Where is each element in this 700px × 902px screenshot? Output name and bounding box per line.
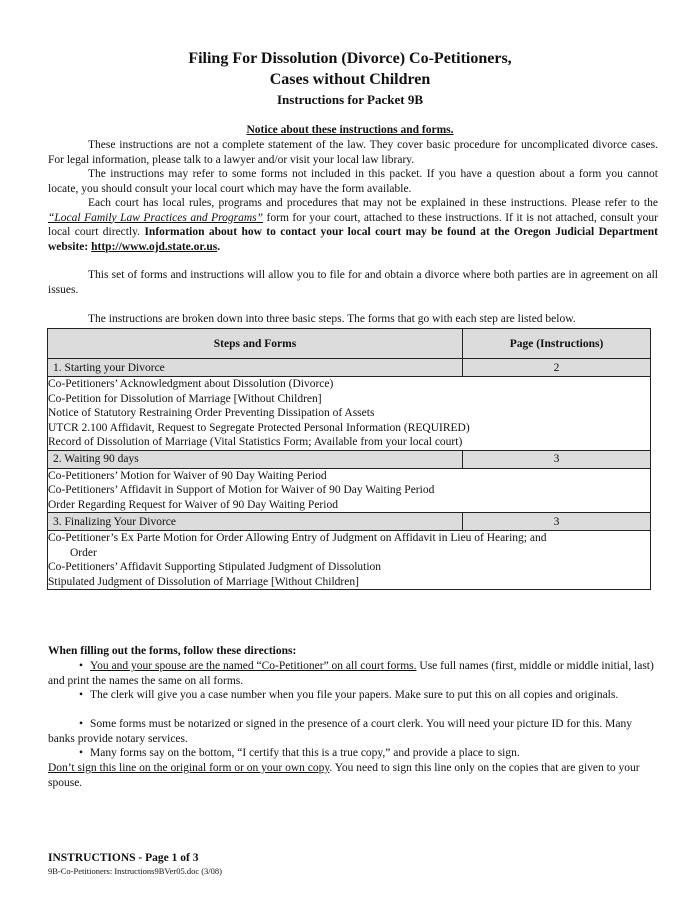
form-item: Notice of Statutory Restraining Order Preventing Dissipation of Assets: [48, 407, 375, 419]
form-item: Co-Petition for Dissolution of Marriage [Without Children]: [48, 392, 322, 405]
table-header-row: [48, 329, 651, 359]
steps-and-forms-table: [47, 328, 651, 590]
form-item: Co-Petitioners’ Affidavit Supporting Stipulated Judgment of Dissolution: [48, 561, 382, 573]
direction-note: Don’t sign this line on the original form or on your own copy. You need to sign this line only on the copies that are given to your spouse.: [48, 762, 640, 789]
step-row-1: [48, 359, 651, 377]
bullet-icon: •: [78, 689, 84, 701]
step-page: 3: [463, 513, 651, 531]
step-name: 3. Finalizing Your Divorce: [48, 513, 463, 531]
column-header-steps: Steps and Forms: [48, 329, 463, 359]
form-item: UTCR 2.100 Affidavit, Request to Segregate Protected Personal Information (REQUIRED): [48, 421, 470, 434]
ojd-website-link[interactable]: http://www.ojd.state.or.us: [91, 240, 218, 253]
notice-heading: Notice about these instructions and forms.: [246, 124, 454, 136]
step-forms-row-2: [48, 468, 651, 513]
document-title: Filing For Dissolution (Divorce) Co-Petitioners,: [188, 50, 512, 67]
direction-item-2: • The clerk will give you a case number when you file your papers. Make sure to put this on all copies and originals.: [48, 688, 658, 703]
local-practices-form-ref: “Local Family Law Practices and Programs”: [48, 211, 264, 224]
form-item: Stipulated Judgment of Dissolution of Marriage [Without Children]: [48, 575, 359, 588]
document-subtitle: Instructions for Packet 9B: [276, 92, 423, 107]
directions-heading: When filling out the forms, follow these directions:: [48, 645, 297, 657]
step-row-2: [48, 450, 651, 468]
notice-paragraph-4: This set of forms and instructions will allow you to file for and obtain a divorce where both parties are in agreement on all issues.: [48, 269, 658, 296]
bullet-icon: •: [78, 660, 84, 672]
form-item: Co-Petitioners’ Motion for Waiver of 90 Day Waiting Period: [48, 469, 327, 482]
notice-paragraph-2: The instructions may refer to some forms not included in this packet. If you have a question about a form you cannot locate, you should consult your local court which may have the form available.: [48, 168, 658, 195]
direction-item-1: • You and your spouse are the named “Co-Petitioner” on all court forms. Use full names (first, middle or middle initial, last) and print the names the same on all forms.: [48, 660, 654, 687]
direction-item-3: • Some forms must be notarized or signed in the presence of a court clerk. You will need your picture ID for this. Many banks provide notary services.: [48, 718, 632, 745]
step-row-3: [48, 513, 651, 531]
notice-paragraph-3: Each court has local rules, programs and procedures that may not be explained in these instructions. Please refer to the “Local Family Law Practices and Programs” form for your court, attached to these instructions. If it is not attached, consult your local court directly. Information about how to contact your local court may be found at the Oregon Judicial Department website: http://www.ojd.state.or.us.: [48, 197, 658, 253]
form-item: Order Regarding Request for Waiver of 90 Day Waiting Period: [48, 498, 338, 511]
step-forms-row-3: [48, 531, 651, 590]
notice-paragraph-1: These instructions are not a complete statement of the law. They cover basic procedure for uncomplicated divorce cases. For legal information, please talk to a lawyer and/or visit your local law library.: [48, 139, 658, 166]
page-number-label: INSTRUCTIONS - Page 1 of 3: [48, 852, 199, 864]
form-item-continuation: Order: [70, 546, 97, 559]
form-item: Co-Petitioners’ Affidavit in Support of Motion for Waiver of 90 Day Waiting Period: [48, 484, 435, 496]
step-page: 3: [463, 450, 651, 468]
step-name: 2. Waiting 90 days: [48, 450, 463, 468]
direction-item-4: • Many forms say on the bottom, “I certify that this is a true copy,” and provide a place to sign.: [48, 746, 658, 761]
column-header-page: Page (Instructions): [463, 329, 651, 359]
form-item: Co-Petitioner’s Ex Parte Motion for Order Allowing Entry of Judgment on Affidavit in Lieu of Hearing; and: [48, 532, 547, 544]
form-item: Record of Dissolution of Marriage (Vital Statistics Form; Available from your local court): [48, 436, 463, 448]
bullet-icon: •: [78, 747, 84, 759]
step-forms-row-1: [48, 377, 651, 451]
step-page: 2: [463, 359, 651, 377]
document-id: 9B-Co-Petitioners: Instructions9BVer05.doc (3/08): [48, 866, 222, 876]
form-item: Co-Petitioners’ Acknowledgment about Dissolution (Divorce): [48, 378, 334, 390]
document-title-line2: Cases without Children: [269, 71, 431, 88]
notice-paragraph-5: The instructions are broken down into three basic steps. The forms that go with each step are listed below.: [88, 313, 576, 325]
bullet-icon: •: [78, 718, 84, 730]
step-name: 1. Starting your Divorce: [48, 359, 463, 377]
